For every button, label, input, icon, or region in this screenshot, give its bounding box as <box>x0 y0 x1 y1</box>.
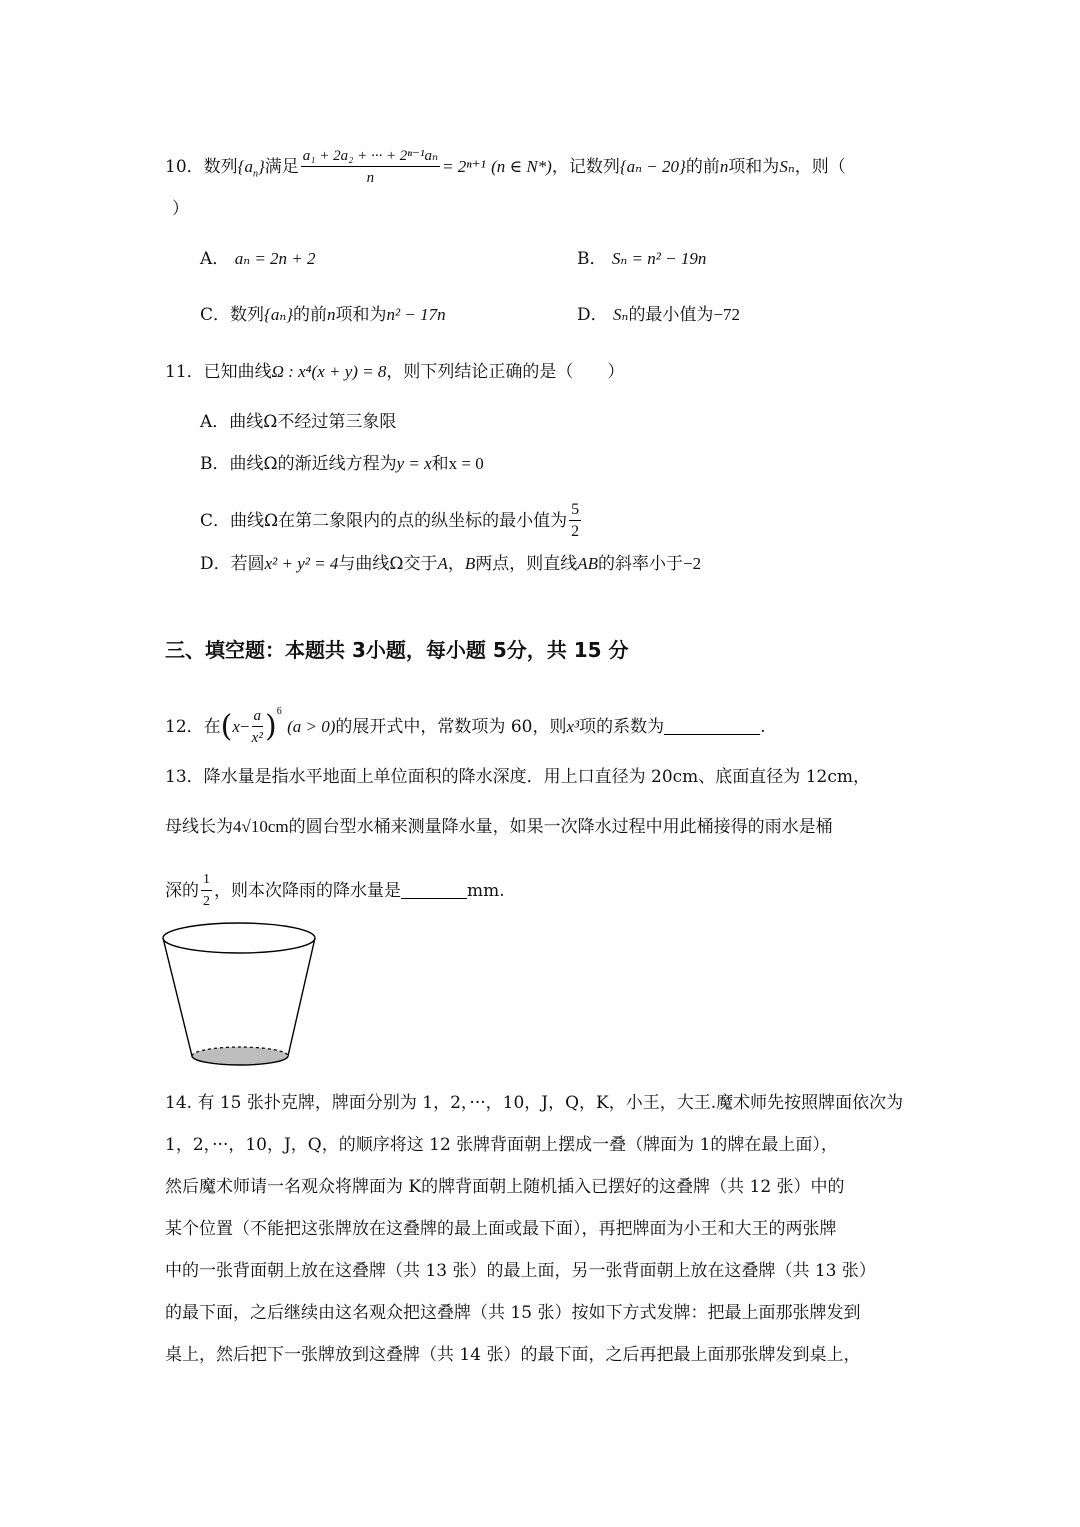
q14-line: 1，2，···，10，J，Q，的顺序将这 12 张牌背面朝上摆成一叠（牌面为 1的牌在最上面）， <box>165 1135 838 1155</box>
q10-close-paren: ） <box>172 199 189 219</box>
q12-answer-blank[interactable] <box>664 716 760 735</box>
q10-fraction: $\frac{\text{a₁ + 2a₂ + ··· + 2ⁿ⁻¹aₙ}}{n}$ <box>302 148 439 186</box>
q10-option-b: B． Sₙ = n² − 19n <box>577 249 707 269</box>
q13-answer-blank[interactable] <box>401 880 467 899</box>
bucket-base-back <box>192 1047 288 1056</box>
q14-line: 中的一张背面朝上放在这叠牌（共 13 张）的最上面，另一张背面朝上放在这叠牌（共 13 张） <box>165 1261 876 1281</box>
q11-stem: 11．已知曲线Ω : x⁴(x + y) = 8，则下列结论正确的是（ ） <box>165 362 625 382</box>
q11-option-d: D．若圆x² + y² = 4与曲线Ω交于A，B两点，则直线AB的斜率小于−2 <box>200 554 702 574</box>
q13-line1: 13．降水量是指水平地面上单位面积的降水深度．用上口直径为 20cm、底面直径为 12cm， <box>165 767 870 787</box>
q13-line3: 深的 $\frac{1}{2}$ ，则本次降雨的降水量是 mm. <box>165 872 505 909</box>
q14-line: 然后魔术师请一名观众将牌面为 K的牌背面朝上随机插入已摆好的这叠牌（共 12 张）中的 <box>165 1177 845 1197</box>
q12-number: 12． <box>165 717 204 737</box>
bucket-top-rim <box>163 923 315 953</box>
q11-number: 11． <box>165 362 204 382</box>
q12-stem: 12．在(x− $\frac{a}{\text{x²}}$ )$^6$ (a > 0)的展开式中，常数项为 60，则x³项的系数为 . <box>165 706 766 746</box>
q10-option-c: C．数列{aₙ}的前n项和为n² − 17n <box>200 305 446 325</box>
q13-line2: 母线长为4√10cm的圆台型水桶来测量降水量，如果一次降水过程中用此桶接得的雨水是桶 <box>165 817 833 837</box>
q10-option-d: D． Sₙ的最小值为−72 <box>577 305 741 325</box>
q14-line: 14. 有 15 张扑克牌，牌面分别为 1，2，···，10，J，Q，K，小王，大王.魔术师先按照牌面依次为 <box>165 1093 904 1113</box>
q14-line: 的最下面，之后继续由这名观众把这叠牌（共 15 张）按如下方式发牌：把最上面那张牌发到 <box>165 1303 861 1323</box>
bucket-left-side <box>163 938 192 1056</box>
bucket-figure <box>160 918 320 1070</box>
q10-number: 10． <box>165 157 204 177</box>
q10-option-a: A． aₙ = 2n + 2 <box>200 249 316 269</box>
q11-option-a: A．曲线Ω不经过第三象限 <box>200 412 397 432</box>
q11-option-c: C．曲线Ω在第二象限内的点的纵坐标的最小值为 $\frac{5}{2}$ <box>200 501 580 540</box>
section-heading: 三、填空题：本题共 3小题，每小题 5分，共 15 分 <box>165 638 629 662</box>
q10-stem: 10．数列$\{a_n\}$满足 $\frac{\text{a₁ + 2a₂ + ··· + 2ⁿ⁻¹aₙ}}{n}$ = 2ⁿ⁺¹ (n ∈ N*)，记数列{aₙ − 20}的前n项和为Sₙ，则（ <box>165 146 846 189</box>
q14-line: 某个位置（不能把这张牌放在这叠牌的最上面或最下面），再把牌面为小王和大王的两张牌 <box>165 1219 837 1239</box>
q14-line: 桌上，然后把下一张牌放到这叠牌（共 14 张）的最下面，之后再把最上面那张牌发到桌上， <box>165 1345 861 1365</box>
bucket-base-front <box>192 1056 288 1065</box>
q11-option-b: B．曲线Ω的渐近线方程为y = x和x = 0 <box>200 454 484 474</box>
bucket-right-side <box>288 938 315 1056</box>
